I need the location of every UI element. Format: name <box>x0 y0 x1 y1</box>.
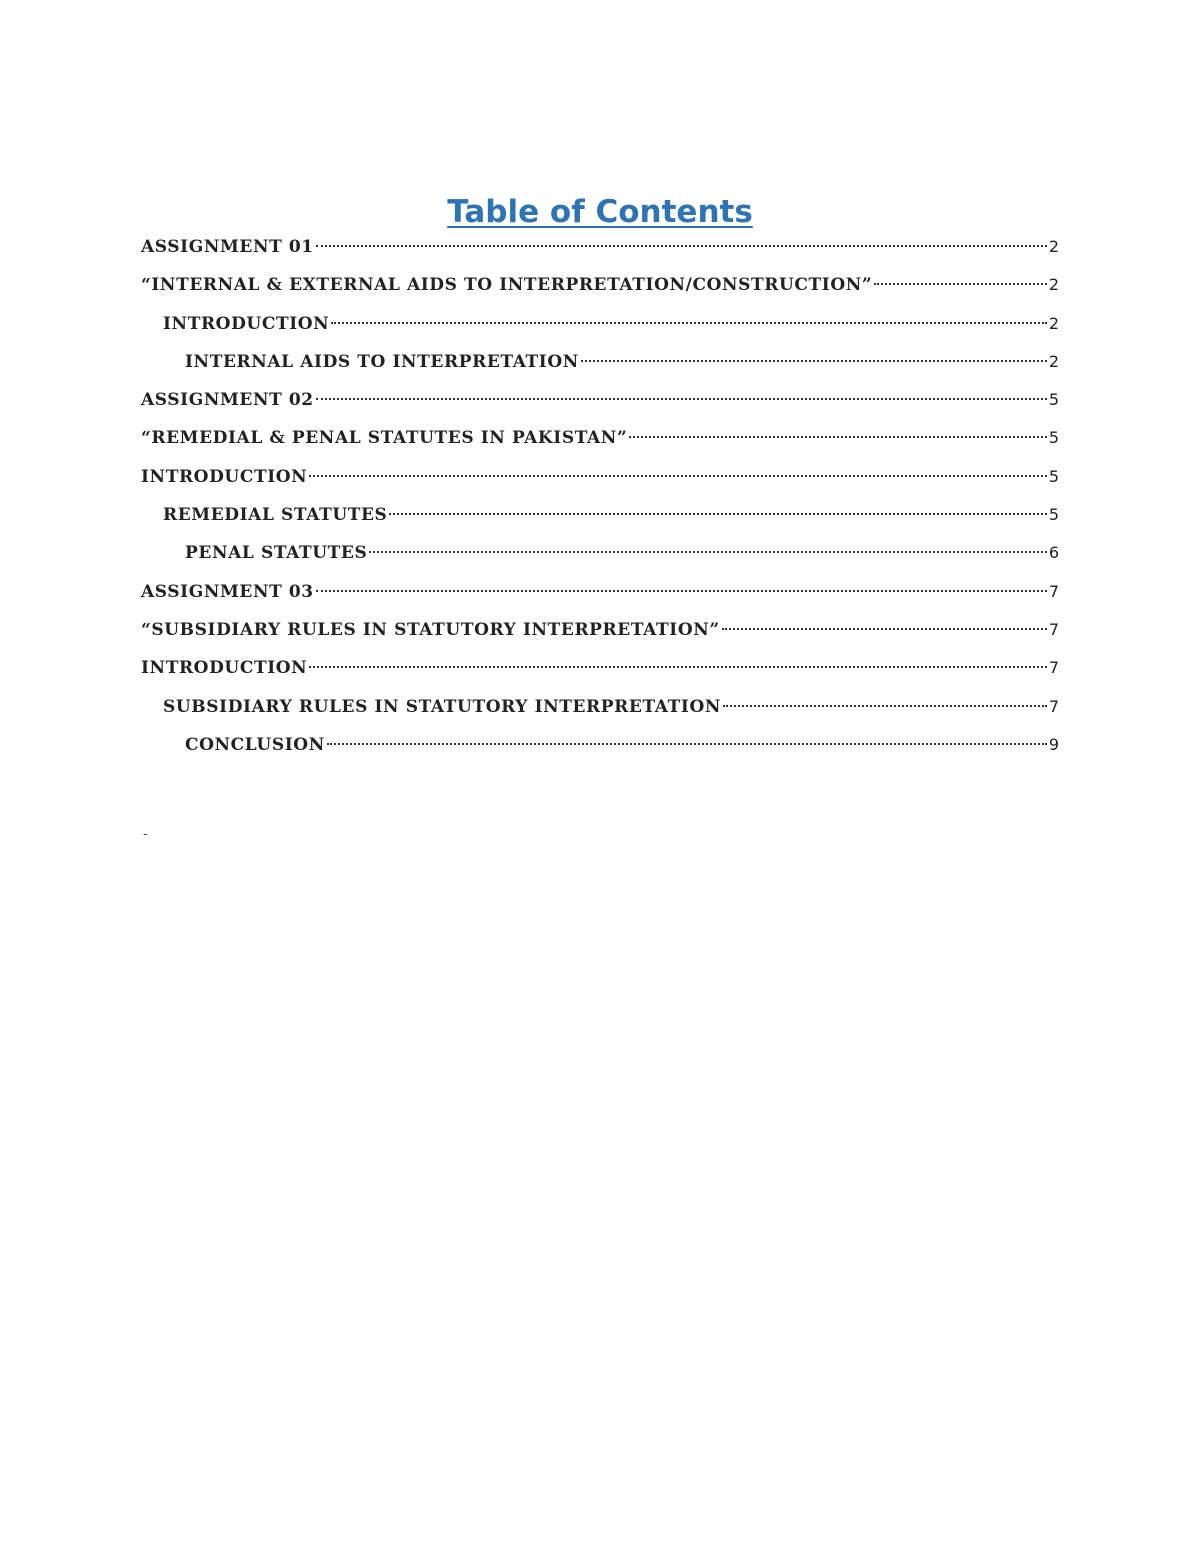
dot-leader <box>874 283 1047 285</box>
dot-leader <box>316 398 1047 400</box>
toc-entry-remedial-penal-statutes[interactable] <box>141 421 1059 459</box>
toc-entry-internal-external-aids[interactable] <box>141 268 1059 306</box>
toc-entry-assignment-01[interactable] <box>141 230 1059 268</box>
toc-entry-title: CONCLUSION <box>185 734 325 755</box>
dot-leader <box>327 743 1047 745</box>
toc-entry-page: 5 <box>1048 428 1059 448</box>
toc-entry-title: “REMEDIAL & PENAL STATUTES IN PAKISTAN” <box>141 428 628 449</box>
toc-entry-title: ASSIGNMENT 02 <box>141 390 314 411</box>
dot-leader <box>389 513 1046 515</box>
toc-entry-page: 5 <box>1048 466 1059 486</box>
toc-entry-title: SUBSIDIARY RULES IN STATUTORY INTERPRETATION <box>163 696 721 717</box>
dot-leader <box>309 666 1046 668</box>
dot-leader <box>722 628 1047 630</box>
toc-entry-remedial-statutes[interactable] <box>141 498 1059 536</box>
toc-heading: Table of Contents <box>447 194 753 230</box>
toc-entry-introduction-2[interactable] <box>141 460 1059 498</box>
toc-entry-penal-statutes[interactable] <box>141 536 1059 574</box>
toc-entry-page: 7 <box>1048 696 1059 716</box>
toc-entry-introduction-3[interactable] <box>141 651 1059 689</box>
dot-leader <box>581 360 1047 362</box>
toc-entry-conclusion[interactable] <box>141 728 1059 766</box>
toc-entry-title: ASSIGNMENT 03 <box>141 581 314 602</box>
dot-leader <box>369 551 1046 553</box>
toc-entry-title: PENAL STATUTES <box>185 543 368 564</box>
dot-leader <box>316 590 1047 592</box>
toc-entry-title: “INTERNAL & EXTERNAL AIDS TO INTERPRETATION/CONSTRUCTION” <box>141 275 873 296</box>
toc-entry-introduction-1[interactable] <box>141 307 1059 345</box>
dot-leader <box>309 475 1046 477</box>
toc-entry-page: 7 <box>1048 619 1059 639</box>
toc-list <box>141 230 1059 766</box>
toc-entry-title: INTERNAL AIDS TO INTERPRETATION <box>185 351 579 372</box>
toc-entry-page: 5 <box>1048 390 1059 410</box>
toc-entry-subsidiary-rules-heading[interactable] <box>141 613 1059 651</box>
toc-entry-assignment-02[interactable] <box>141 383 1059 421</box>
toc-entry-page: 2 <box>1048 237 1059 256</box>
dot-leader <box>723 705 1047 707</box>
toc-entry-internal-aids[interactable] <box>141 345 1059 383</box>
toc-entry-title: INTRODUCTION <box>163 313 330 334</box>
dot-leader <box>316 245 1047 247</box>
toc-entry-page: 5 <box>1048 505 1059 525</box>
toc-entry-page: 2 <box>1048 351 1059 371</box>
toc-entry-title: ASSIGNMENT 01 <box>141 237 314 257</box>
stray-dash-mark: - <box>143 826 148 842</box>
toc-entry-title: INTRODUCTION <box>141 658 308 679</box>
toc-entry-page: 2 <box>1048 275 1059 295</box>
toc-entry-page: 2 <box>1048 313 1059 333</box>
toc-entry-title: “SUBSIDIARY RULES IN STATUTORY INTERPRETATION” <box>141 619 720 640</box>
toc-entry-page: 7 <box>1048 658 1059 678</box>
toc-entry-page: 7 <box>1048 581 1059 601</box>
dot-leader <box>331 322 1046 324</box>
toc-entry-assignment-03[interactable] <box>141 575 1059 613</box>
toc-entry-title: REMEDIAL STATUTES <box>163 505 388 526</box>
dot-leader <box>629 436 1046 438</box>
toc-entry-page: 9 <box>1048 734 1059 754</box>
toc-entry-title: INTRODUCTION <box>141 466 308 487</box>
toc-entry-page: 6 <box>1048 543 1059 563</box>
toc-entry-subsidiary-rules[interactable] <box>141 690 1059 728</box>
